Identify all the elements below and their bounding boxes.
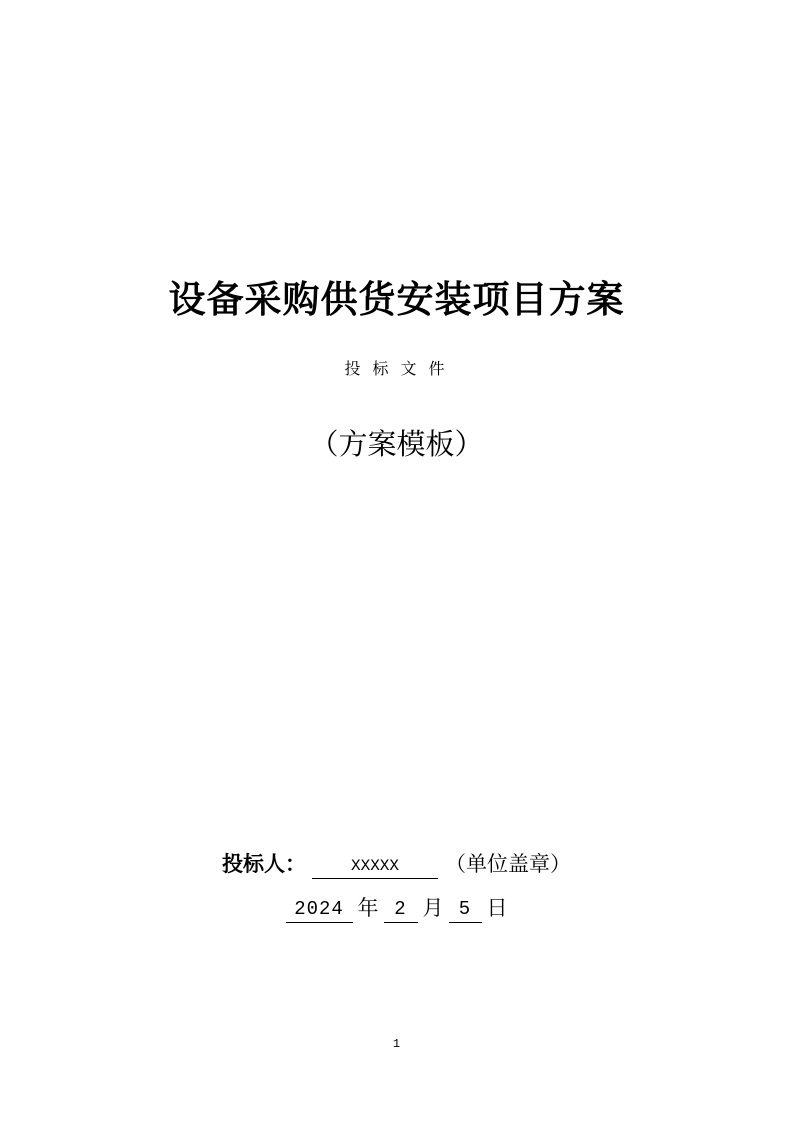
page-number: 1 xyxy=(392,1037,401,1051)
seal-note: （单位盖章） xyxy=(445,852,571,876)
template-note: （方案模板） xyxy=(309,429,484,461)
date-line xyxy=(0,893,793,923)
date-day-value: 5 xyxy=(458,898,472,920)
date-year-value: 2024 xyxy=(294,898,344,920)
date-month-blank xyxy=(384,893,418,923)
document-title: 设备采购供货安装项目方案 xyxy=(168,280,625,321)
bidder-label: 投标人： xyxy=(222,852,306,876)
year-label: 年 xyxy=(357,896,379,920)
date-day-blank xyxy=(449,893,482,923)
date-month-value: 2 xyxy=(394,898,407,920)
date-year-blank xyxy=(286,893,353,923)
month-label: 月 xyxy=(422,896,444,920)
document-subtitle: 投 标 文 件 xyxy=(344,361,449,378)
bidder-line xyxy=(0,849,793,879)
day-label: 日 xyxy=(486,896,508,920)
bidder-name-value: XXXXX xyxy=(350,857,399,875)
bidder-name-blank xyxy=(312,849,438,879)
